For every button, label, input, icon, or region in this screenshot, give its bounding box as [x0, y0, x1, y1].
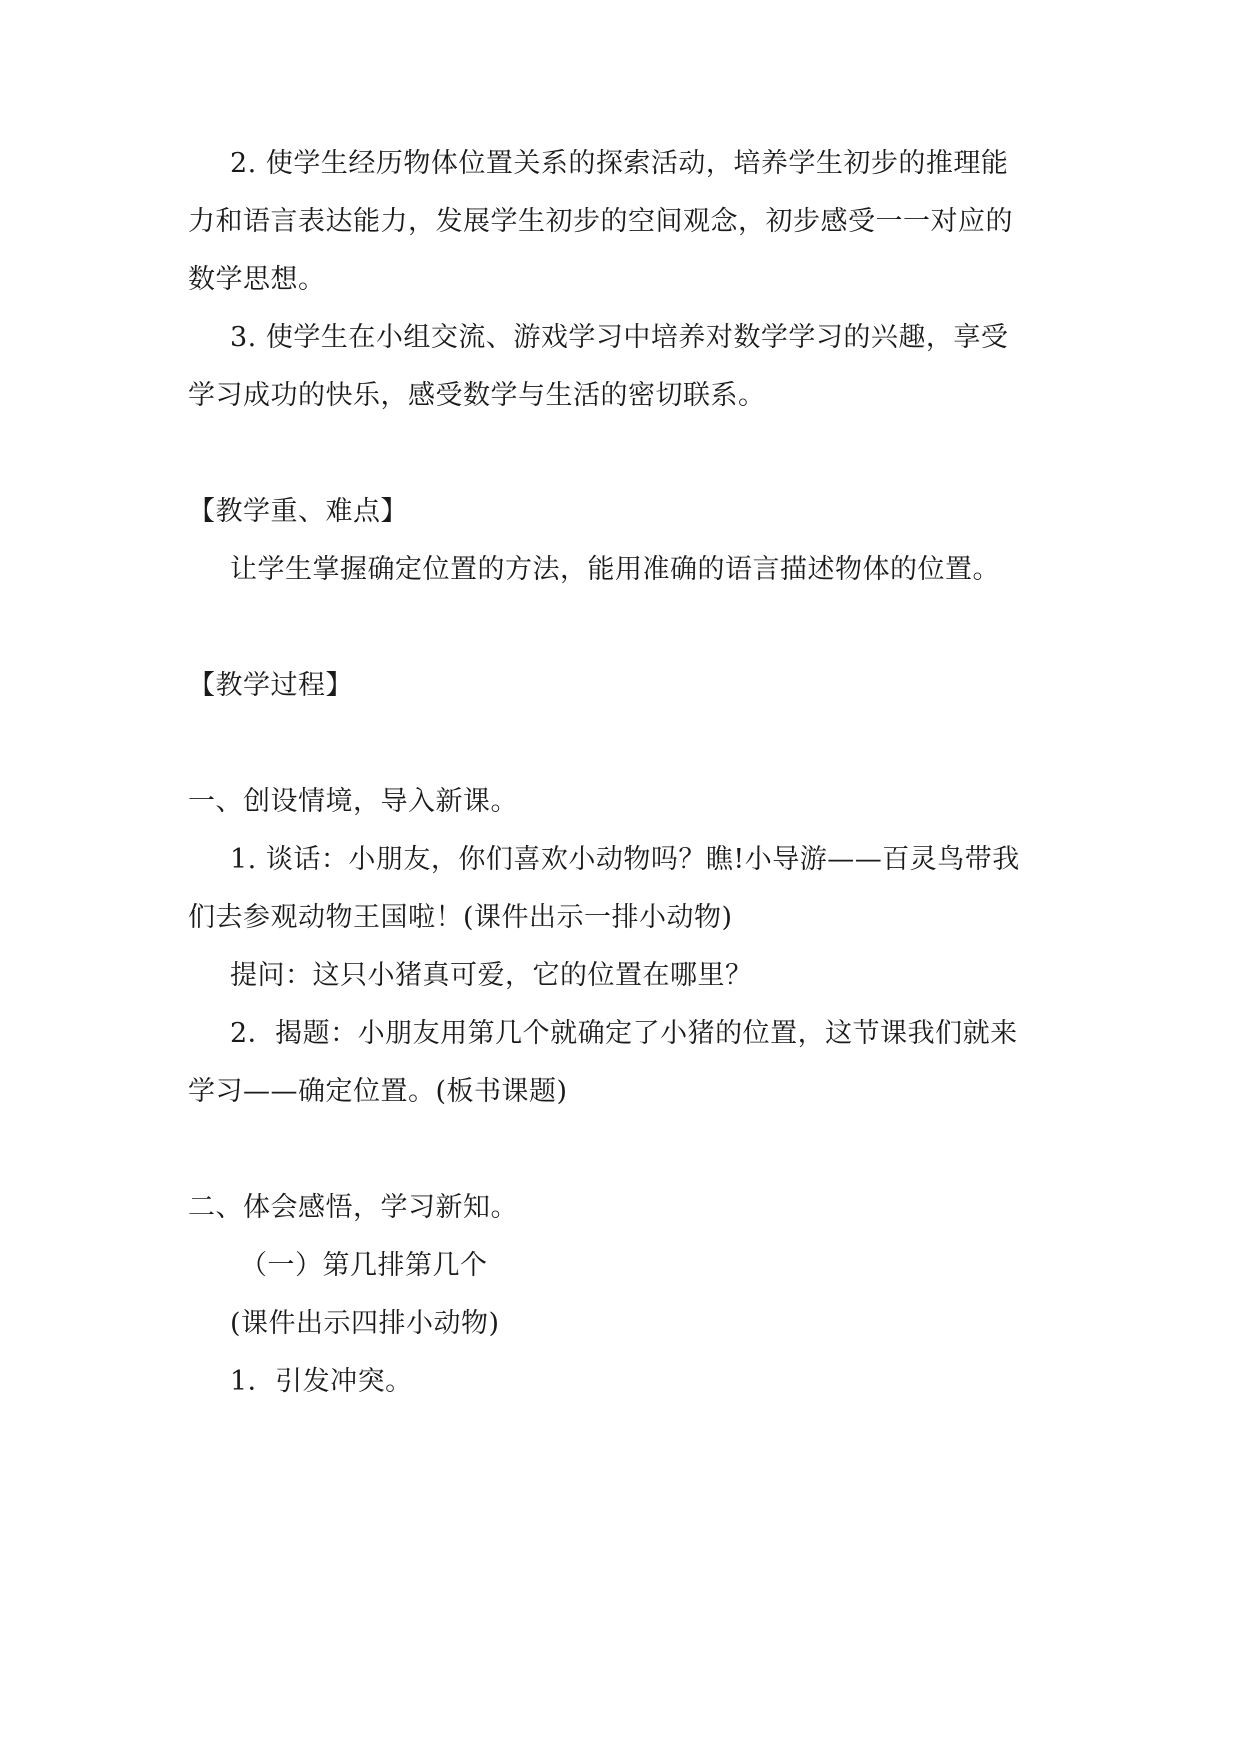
objective-2-line-1: 2. 使学生经历物体位置关系的探索活动，培养学生初步的推理能 — [230, 148, 1009, 179]
key-points-heading: 【教学重、难点】 — [188, 496, 408, 527]
section-2-note: (课件出示四排小动物) — [230, 1308, 500, 1339]
section-1-item-1-line-1: 1. 谈话：小朋友，你们喜欢小动物吗？瞧!小导游——百灵鸟带我 — [230, 844, 1020, 875]
key-points-text: 让学生掌握确定位置的方法，能用准确的语言描述物体的位置。 — [230, 554, 1000, 585]
section-1-item-1-line-2: 们去参观动物王国啦！(课件出示一排小动物) — [188, 902, 733, 933]
objective-3-line-2: 学习成功的快乐，感受数学与生活的密切联系。 — [188, 380, 766, 411]
section-1-title: 一、创设情境，导入新课。 — [188, 786, 518, 817]
objective-2-line-2: 力和语言表达能力，发展学生初步的空间观念，初步感受一一对应的 — [188, 206, 1013, 237]
objective-2-line-3: 数学思想。 — [188, 264, 326, 295]
objective-3-line-1: 3. 使学生在小组交流、游戏学习中培养对数学学习的兴趣，享受 — [230, 322, 1009, 353]
section-1-item-2-line-2: 学习——确定位置。(板书课题) — [188, 1076, 568, 1107]
section-2-item-1: 1．引发冲突。 — [230, 1366, 413, 1397]
section-2-title: 二、体会感悟，学习新知。 — [188, 1192, 518, 1223]
section-1-item-2-line-1: 2．揭题：小朋友用第几个就确定了小猪的位置，这节课我们就来 — [230, 1018, 1018, 1049]
section-1-question: 提问：这只小猪真可爱，它的位置在哪里？ — [230, 960, 753, 991]
teaching-process-heading: 【教学过程】 — [188, 670, 353, 701]
section-2-subsection: （一）第几排第几个 — [240, 1250, 488, 1281]
